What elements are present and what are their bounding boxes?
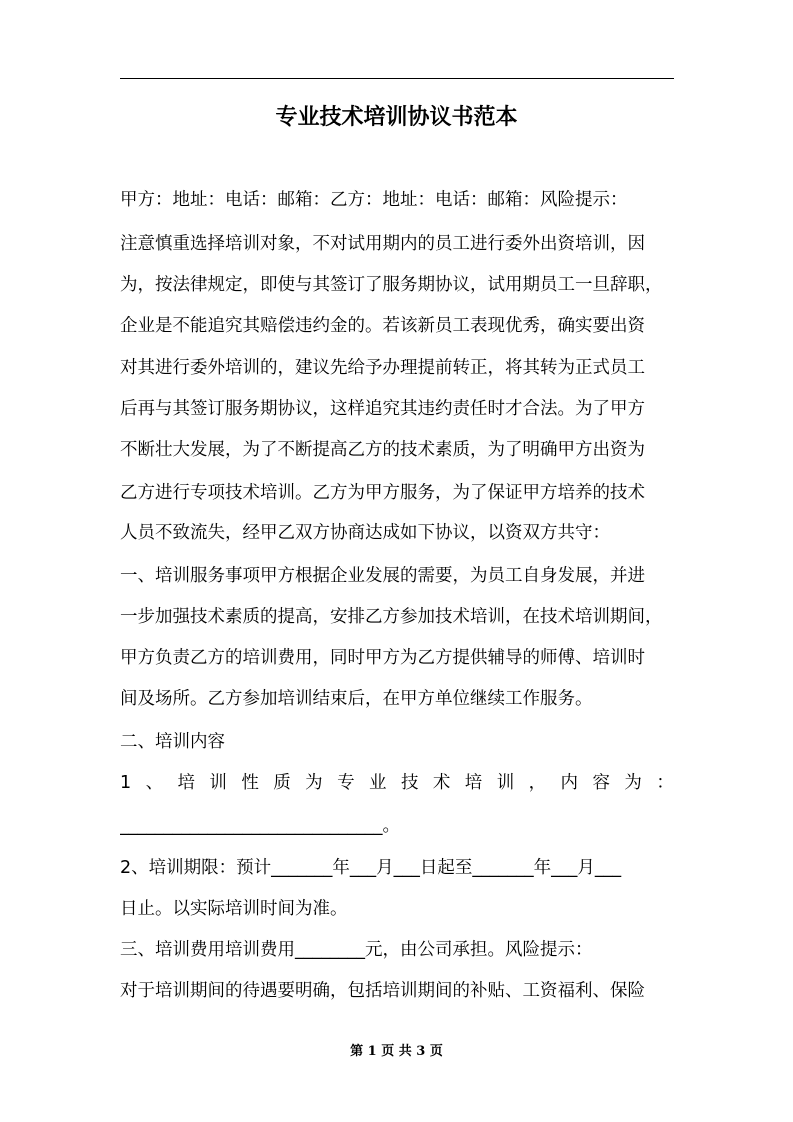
item-1-char: 性 [241, 773, 259, 793]
body-line-7: 不断壮大发展，为了不断提高乙方的技术素质，为了明确甲方出资为 [120, 440, 645, 460]
section-heading-training-content: 二、培训内容 [120, 732, 225, 752]
body-line-3: 为，按法律规定，即使与其签订了服务期协议，试用期员工一旦辞职， [120, 275, 663, 295]
item-2-training-period: 2、培训期限：预计_______年___月___日起至_______年___月___ [120, 858, 622, 878]
item-1-blank-line: ______________________________。 [120, 816, 400, 836]
item-1-char: 专 [337, 773, 355, 793]
item-1-char: 为 [624, 773, 642, 793]
item-1-char: 质 [273, 773, 291, 793]
item-1-char: 训 [496, 773, 515, 793]
item-1-char: 训 [209, 773, 227, 793]
page-number-footer: 第 1 页 共 3 页 [350, 1044, 443, 1059]
item-1-training-nature [120, 769, 674, 797]
item-1-char: 内 [560, 773, 579, 793]
item-1-char: ： [656, 773, 674, 793]
section-heading-training-fees: 三、培训费用培训费用________元，由公司承担。风险提示： [120, 940, 593, 960]
item-1-char: 培 [177, 773, 195, 793]
body-line-5: 对其进行委外培训的，建议先给予办理提前转正，将其转为正式员工 [120, 358, 645, 378]
item-2-continuation: 日止。以实际培训时间为准。 [120, 899, 348, 919]
body-line-11: 一步加强技术素质的提高，安排乙方参加技术培训，在技术培训期间， [120, 607, 663, 627]
body-line-9: 人员不致流失，经甲乙双方协商达成如下协议，以资双方共守： [120, 523, 610, 543]
item-1-char: 1 [120, 773, 132, 793]
item-1-char: 术 [432, 773, 451, 793]
body-line-4: 企业是不能追究其赔偿违约金的。若该新员工表现优秀，确实要出资 [120, 316, 645, 336]
body-line-8: 乙方进行专项技术培训。乙方为甲方服务，为了保证甲方培养的技术 [120, 483, 645, 503]
item-1-char: ， [528, 773, 547, 793]
document-title: 专业技术培训协议书范本 [275, 105, 518, 130]
item-1-char: 、 [145, 773, 164, 793]
body-line-10: 一、培训服务事项甲方根据企业发展的需要，为员工自身发展，并进 [120, 566, 645, 586]
body-line-1: 甲方：地址：电话：邮箱：乙方：地址：电话：邮箱：风险提示： [120, 190, 628, 210]
header-rule [120, 78, 674, 79]
body-line-12: 甲方负责乙方的培训费用，同时甲方为乙方提供辅导的师傅、培训时 [120, 648, 645, 668]
body-line-6: 后再与其签订服务期协议，这样追究其违约责任时才合法。为了甲方 [120, 399, 645, 419]
item-1-char: 为 [305, 773, 323, 793]
body-line-last: 对于培训期间的待遇要明确，包括培训期间的补贴、工资福利、保险 [120, 981, 645, 1001]
body-line-13: 间及场所。乙方参加培训结束后，在甲方单位继续工作服务。 [120, 689, 593, 709]
body-line-2: 注意慎重选择培训对象，不对试用期内的员工进行委外出资培训，因 [120, 234, 645, 254]
item-1-char: 业 [369, 773, 387, 793]
item-1-char: 培 [464, 773, 483, 793]
item-1-char: 容 [592, 773, 610, 793]
item-1-char: 技 [400, 773, 419, 793]
